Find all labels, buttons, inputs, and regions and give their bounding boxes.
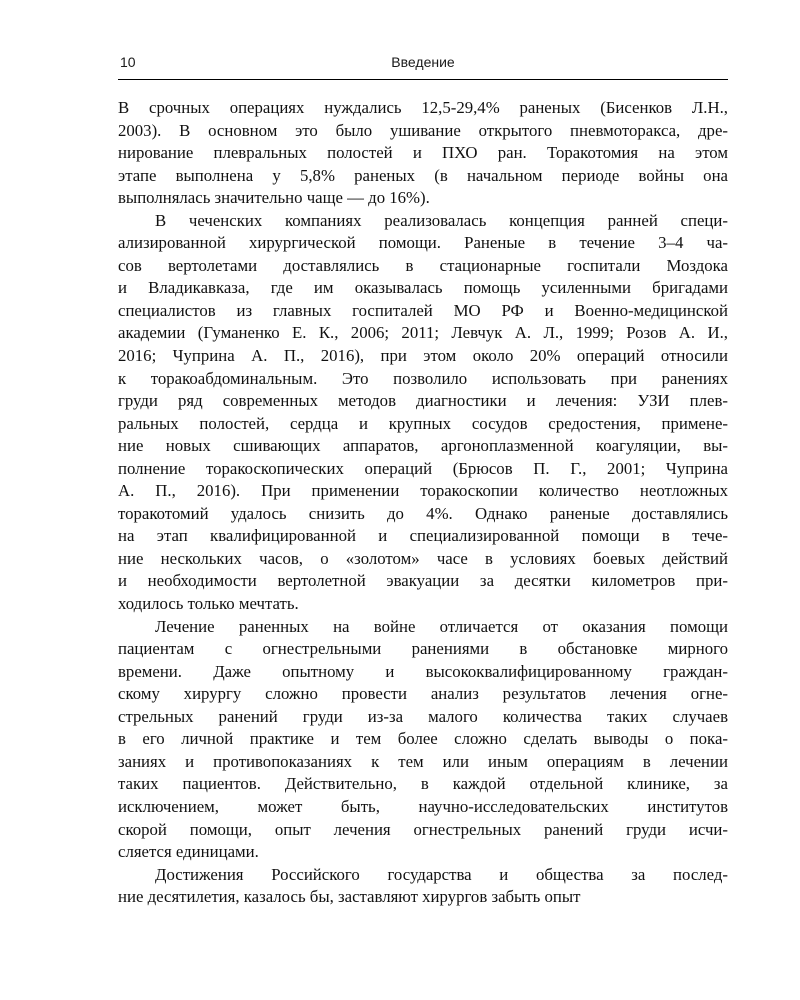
text-line: А. П., 2016). При применении торакоскопии количество неотложных — [118, 481, 728, 501]
text-line: в его личной практике и тем более сложно сделать выводы о пока- — [118, 729, 728, 749]
header-rule — [118, 79, 728, 80]
section-title: Введение — [391, 54, 455, 70]
paragraph — [118, 97, 728, 210]
text-line: скому хирургу сложно провести анализ результатов лечения огне- — [118, 684, 728, 704]
text-line: ние десятилетия, казалось бы, заставляют хирургов забыть опыт — [118, 887, 581, 907]
text-line: нирование плевральных полостей и ПХО ран. Торакотомия на этом — [118, 143, 728, 163]
text-line: ральных полостей, сердца и крупных сосудов средостения, примене- — [118, 413, 728, 433]
text-line: 2003). В основном это было ушивание открытого пневмоторакса, дре- — [118, 120, 728, 140]
text-line: заниях и противопоказаниях к тем или иным операциям в лечении — [118, 751, 728, 771]
body-text — [118, 97, 728, 909]
text-line: Достижения Российского государства и общества за послед- — [155, 864, 728, 884]
text-line: к торакоабдоминальным. Это позволило использовать при ранениях — [118, 368, 728, 388]
text-line: скорой помощи, опыт лечения огнестрельных ранений груди исчи- — [118, 819, 728, 839]
text-line: пациентам с огнестрельными ранениями в обстановке мирного — [118, 639, 728, 659]
text-line: времени. Даже опытному и высококвалифицированному граждан- — [118, 661, 728, 681]
text-line: торакотомий удалось снизить до 4%. Однако раненые доставлялись — [118, 503, 728, 523]
text-line: ние нескольких часов, о «золотом» часе в условиях боевых действий — [118, 548, 728, 568]
text-line: сляется единицами. — [118, 842, 259, 862]
text-line: ходилось только мечтать. — [118, 594, 299, 614]
running-head — [118, 50, 728, 76]
text-line: ние новых сшивающих аппаратов, аргоноплазменной коагуляции, вы- — [118, 436, 728, 456]
text-line: специалистов из главных госпиталей МО РФ и Военно-медицинской — [118, 300, 728, 320]
text-line: таких пациентов. Действительно, в каждой отдельной клинике, за — [118, 774, 728, 794]
text-line: груди ряд современных методов диагностики и лечения: УЗИ плев- — [118, 391, 728, 411]
text-line: 2016; Чуприна А. П., 2016), при этом около 20% операций относили — [118, 346, 728, 366]
text-line: сов вертолетами доставлялись в стационарные госпитали Моздока — [118, 255, 728, 275]
text-line: ализированной хирургической помощи. Раненые в течение 3–4 ча- — [118, 233, 728, 253]
paragraph — [118, 616, 728, 864]
text-line: и Владикавказа, где им оказывалась помощь усиленными бригадами — [118, 278, 728, 298]
text-line: этапе выполнена у 5,8% раненых (в начальном периоде войны она — [118, 165, 728, 185]
text-line: на этап квалифицированной и специализированной помощи в тече- — [118, 526, 728, 546]
text-line: стрельных ранений груди из-за малого количества таких случаев — [118, 706, 728, 726]
text-line: академии (Гуманенко Е. К., 2006; 2011; Левчук А. Л., 1999; Розов А. И., — [118, 323, 728, 343]
text-line: В срочных операциях нуждались 12,5-29,4% раненых (Бисенков Л.Н., — [118, 98, 728, 117]
paragraph — [118, 210, 728, 616]
text-line: В чеченских компаниях реализовалась концепция ранней специ- — [155, 210, 728, 230]
paragraph — [118, 864, 728, 909]
page-number: 10 — [120, 54, 136, 70]
text-line: полнение торакоскопических операций (Брюсов П. Г., 2001; Чуприна — [118, 458, 728, 478]
text-line: Лечение раненных на войне отличается от оказания помощи — [155, 616, 728, 636]
text-line: исключением, может быть, научно-исследовательских институтов — [118, 796, 728, 816]
text-line: выполнялась значительно чаще — до 16%). — [118, 188, 430, 208]
text-line: и необходимости вертолетной эвакуации за десятки километров при- — [118, 571, 728, 591]
